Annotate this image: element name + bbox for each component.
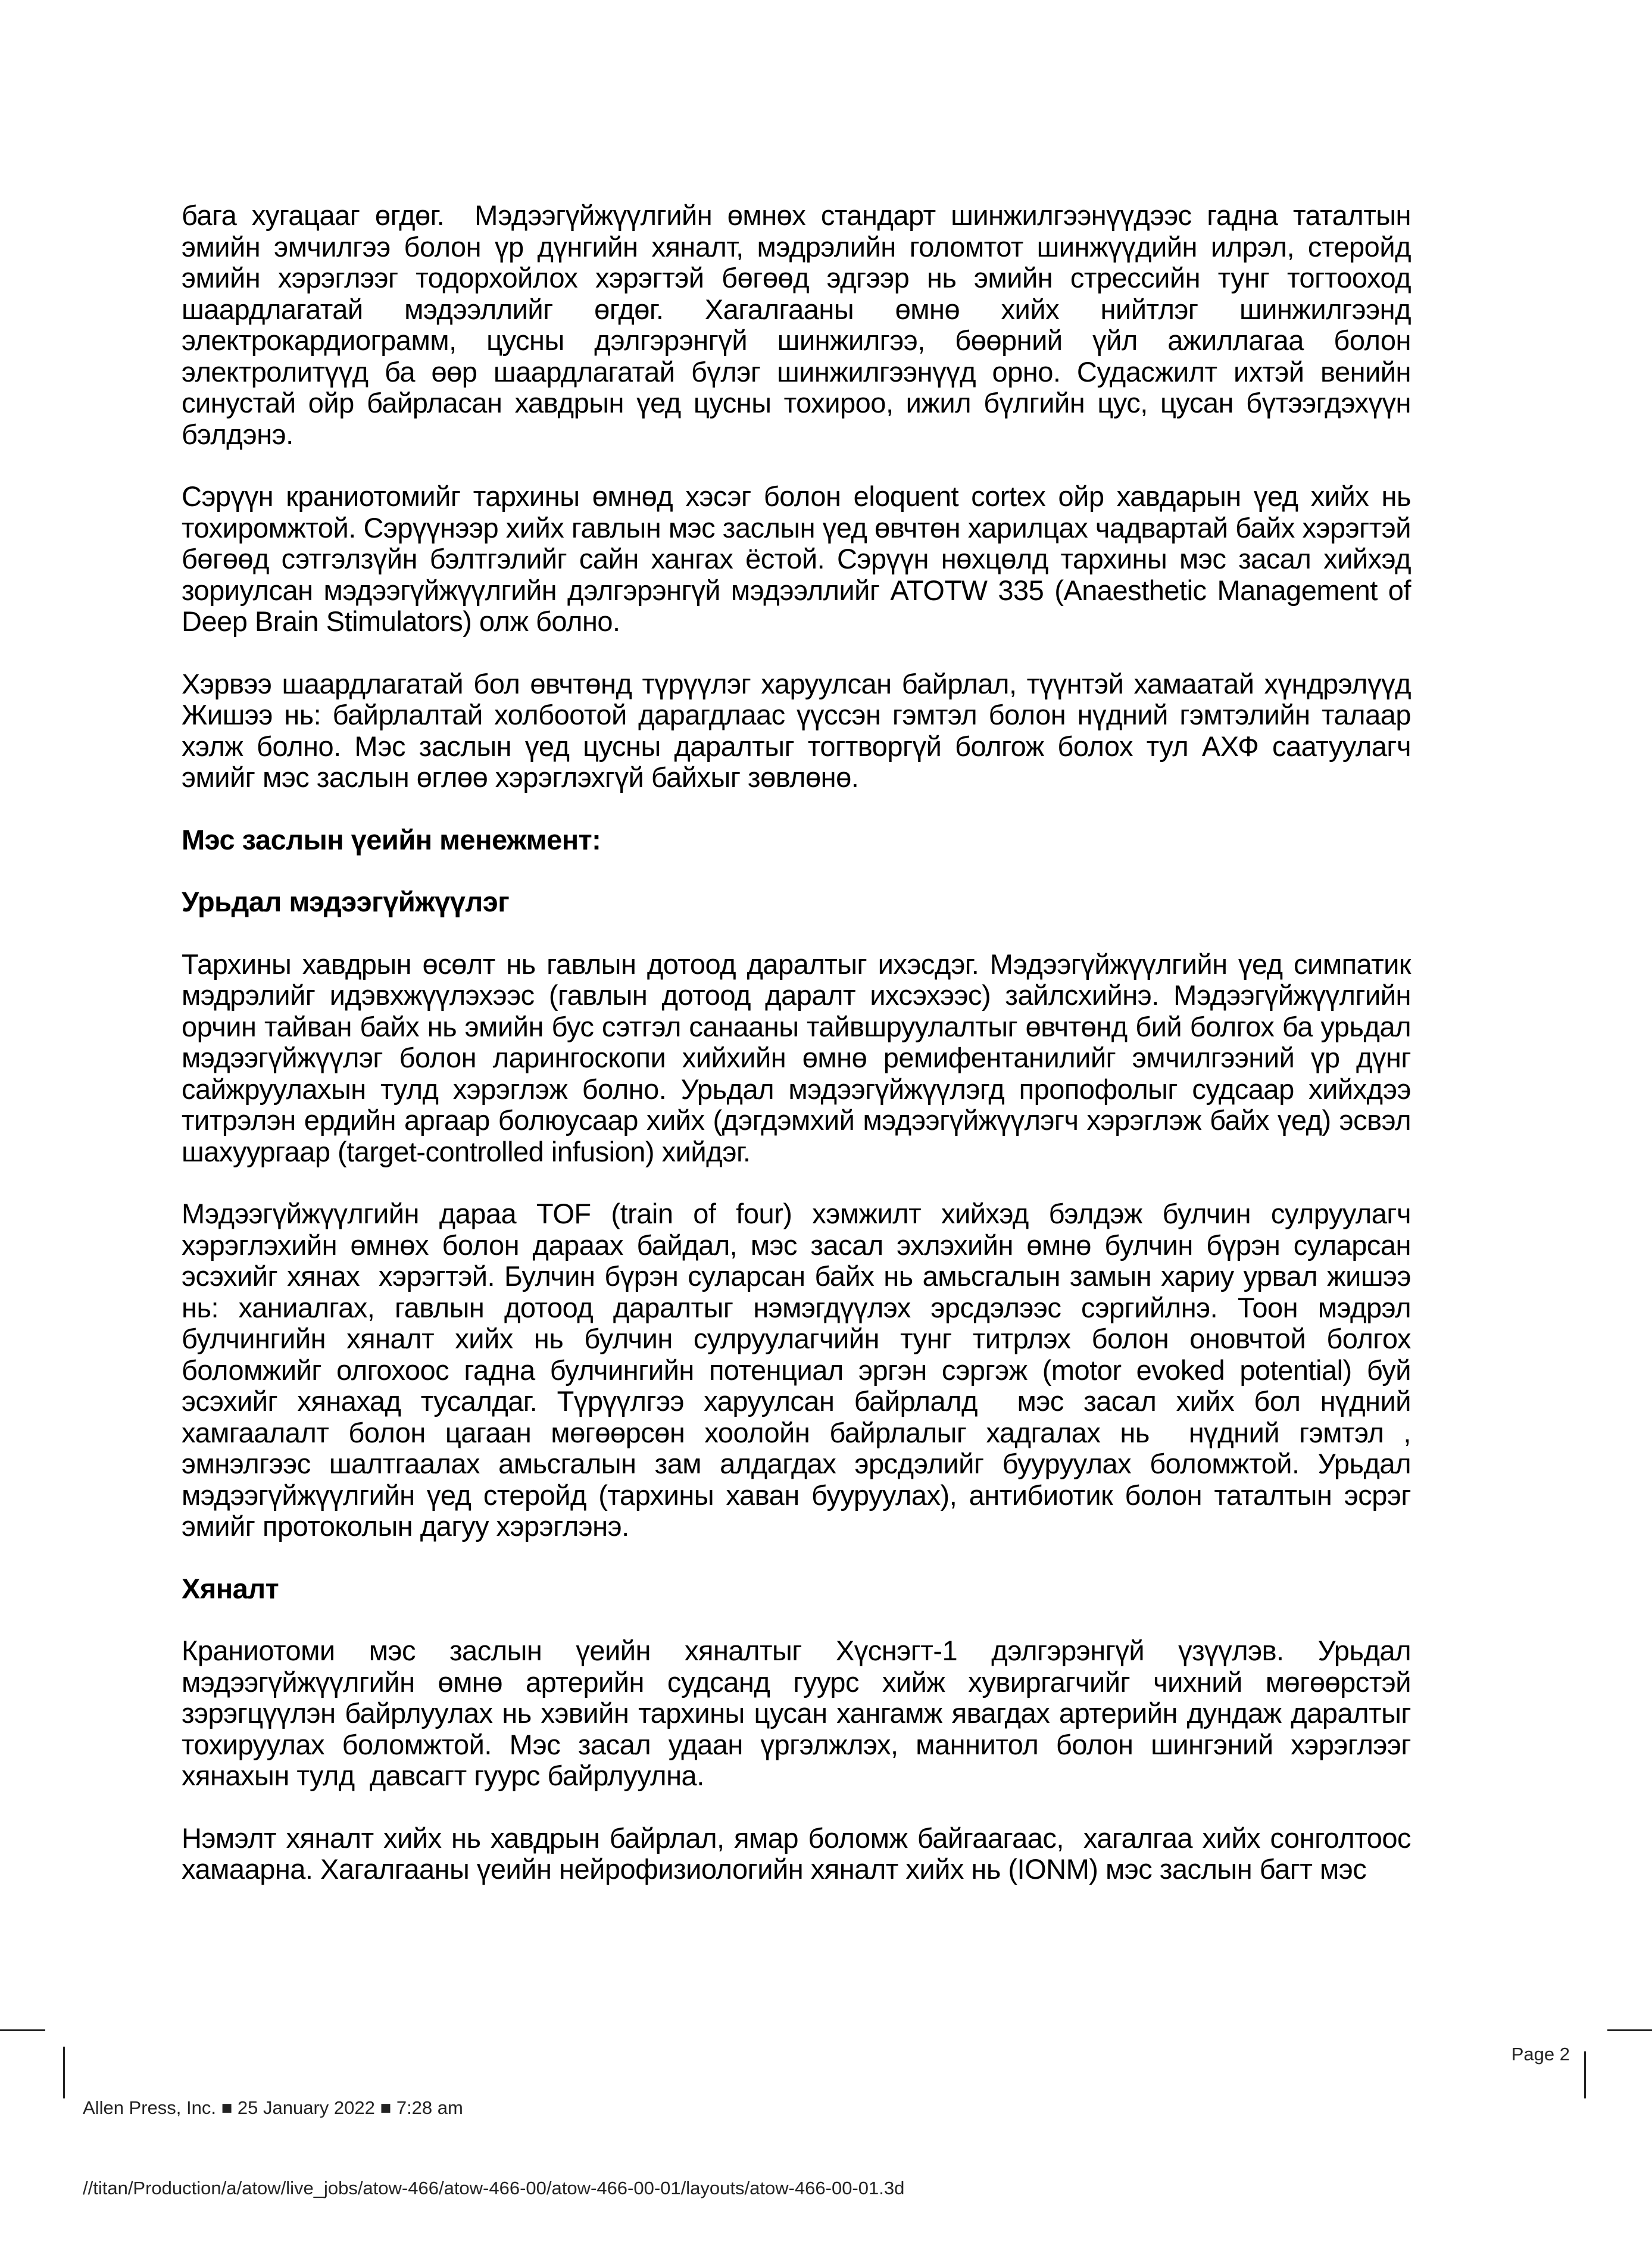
article-body bbox=[182, 199, 1419, 1885]
paragraph-awake-craniotomy: Сэрүүн краниотомийг тархины өмнөд хэсэг болон eloquent cortex ойр хавдарын үед хийх нь тохиромжтой. Сэрүүнээр хийх гавлын мэс заслын үед өвчтөн харилцах чадвартай байх хэрэгтэй бөгөөд сэтгэлзүйн бэлтгэлийг сайн хангах ёстой. Сэрүүн нөхцөлд тархины мэс засал хийхэд зориулсан мэдээгүйжүүлгийн дэлгэрэнгүй мэдээллийг ATOTW 335 (Anaesthetic Management of Deep Brain Stimulators) олж болно. bbox=[182, 480, 1419, 637]
section-heading-premedication: Урьдал мэдээгүйжүүлэг bbox=[182, 886, 510, 917]
trim-mark-bottom-right-vertical bbox=[1584, 2051, 1586, 2098]
section-heading-monitoring: Хяналт bbox=[182, 1572, 279, 1604]
section-heading-perioperative-management: Мэс заслын үеийн менежмент: bbox=[182, 823, 601, 855]
footer-meta-block bbox=[83, 2041, 904, 2255]
paragraph-induction: Тархины хавдрын өсөлт нь гавлын дотоод даралтыг ихэсдэг. Мэдээгүйжүүлгийн үед симпатик мэдрэлийг идэвхжүүлэхээс (гавлын дотоод даралт ихсэхээс) зайлсхийнэ. Мэдээгүйжүүлгийн орчин тайван байх нь эмийн бус сэтгэл санааны тайвшруулалтыг өвчтөнд бий болгох ба урьдал мэдээгүйжүүлэг болон ларингоскопи хийхийн өмнө ремифентанилийг эмчилгээний үр дүнг сайжруулахын тулд хэрэглэж болно. Урьдал мэдээгүйжүүлэгд пропофолыг судсаар хийхдээ титрэлэн ердийн аргаар болюусаар хийх (дэгдэмхий мэдээгүйжүүлэгч хэрэглэж байх үед) эсвэл шахуургаар (target-controlled infusion) хийдэг. bbox=[182, 948, 1419, 1167]
trim-mark-bottom-left-vertical bbox=[63, 2047, 65, 2098]
paragraph-muscle-relaxation: Мэдээгүйжүүлгийн дараа TOF (train of four) хэмжилт хийхэд бэлдэж булчин сулруулагч хэрэглэхийн өмнөх болон дараах байдал, мэс засал эхлэхийн өмнө булчин бүрэн суларсан эсэхийг хянах хэрэгтэй. Булчин бүрэн суларсан байх нь амьсгалын замын хариу урвал жишээ нь: ханиалгах, гавлын дотоод даралтыг нэмэгдүүлэх эрсдэлээс сэргийлнэ. Тоон мэдрэл булчингийн хяналт хийх нь булчин сулруулагчийн тунг титрлэх болон оновчтой болгох боломжийг олгохоос гадна булчингийн потенциал эргэн сэргэж (motor evoked potential) буй эсэхийг хянахад тусалдаг. Түрүүлгээ харуулсан байрлалд мэс засал хийх бол нүдний хамгаалалт болон цагаан мөгөөрсөн хоолойн байрлалыг хадгалах нь нүдний гэмтэл , эмнэлгээс шалтгаалах амьсгалын зам алдагдах эрсдэлийг бууруулах боломжтой. Урьдал мэдээгүйжүүлгийн үед стеройд (тархины хаван бууруулах), антибиотик болон таталтын эсрэг эмийг протоколын дагуу хэрэглэнэ. bbox=[182, 1198, 1419, 1542]
trim-mark-bottom-left-horizontal bbox=[0, 2029, 45, 2031]
paragraph-positioning-risks: Хэрвээ шаардлагатай бол өвчтөнд түрүүлэг харуулсан байрлал, түүнтэй хамаатай хүндрэлүүд Жишээ нь: байрлалтай холбоотой дарагдлаас үүссэн гэмтэл болон нүдний гэмтэлийн талаар хэлж болно. Мэс заслын үед цусны даралтыг тогтворгүй болгож болох тул АХФ саатуулагч эмийг мэс заслын өглөө хэрэглэхгүй байхыг зөвлөнө. bbox=[182, 667, 1419, 793]
page-number: Page 2 bbox=[1511, 2044, 1570, 2065]
trim-mark-bottom-right-horizontal bbox=[1607, 2029, 1652, 2031]
paragraph-additional-monitoring: Нэмэлт хяналт хийх нь хавдрын байрлал, ямар боломж байгаагаас, хагалгаа хийх сонголтоос хамаарна. Хагалгааны үеийн нейрофизиологийн хяналт хийх нь (IONM) мэс заслын багт мэс bbox=[182, 1822, 1419, 1885]
paragraph-monitoring-lines: Краниотоми мэс заслын үеийн хяналтыг Хүснэгт-1 дэлгэрэнгүй үзүүлэв. Урьдал мэдээгүйжүүлгийн өмнө артерийн судсанд гуурс хийж хувиргагчийг чихний мөгөөрстэй зэрэгцүүлэн байрлуулах нь хэвийн тархины цусан хангамж явагдах артерийн дундаж даралтыг тохируулах боломжтой. Мэс засал удаан үргэлжлэх, маннитол болон шингэний хэрэглээг хянахын тулд давсагт гуурс байрлуулна. bbox=[182, 1635, 1419, 1791]
footer-imprint: Allen Press, Inc. ■ 25 January 2022 ■ 7:28 am bbox=[83, 2097, 463, 2118]
paragraph-preop-tests: бага хугацааг өгдөг. Мэдээгүйжүүлгийн өмнөх стандарт шинжилгээнүүдээс гадна таталтын эмийн эмчилгээ болон үр дүнгийн хяналт, мэдрэлийн голомтот шинжүүдийн илрэл, стеройд эмийн хэрэглээг тодорхойлох хэрэгтэй бөгөөд эдгээр нь эмийн стрессийн тунг тогтооход шаардлагатай мэдээллийг өгдөг. Хагалгааны өмнө хийх нийтлэг шинжилгээнд электрокардиограмм, цусны дэлгэрэнгүй шинжилгээ, бөөрний үйл ажиллагаа болон электролитүүд ба өөр шаардлагатай бүлэг шинжилгээнүүд орно. Судасжилт ихтэй венийн синустай ойр байрласан хавдрын үед цусны тохироо, ижил бүлгийн цус, цусан бүтээгдэхүүн бэлдэнэ. bbox=[182, 199, 1419, 450]
footer-file-path: //titan/Production/a/atow/live_jobs/atow-466/atow-466-00/atow-466-00-01/layouts/atow-466-00-01.3d bbox=[83, 2178, 905, 2198]
